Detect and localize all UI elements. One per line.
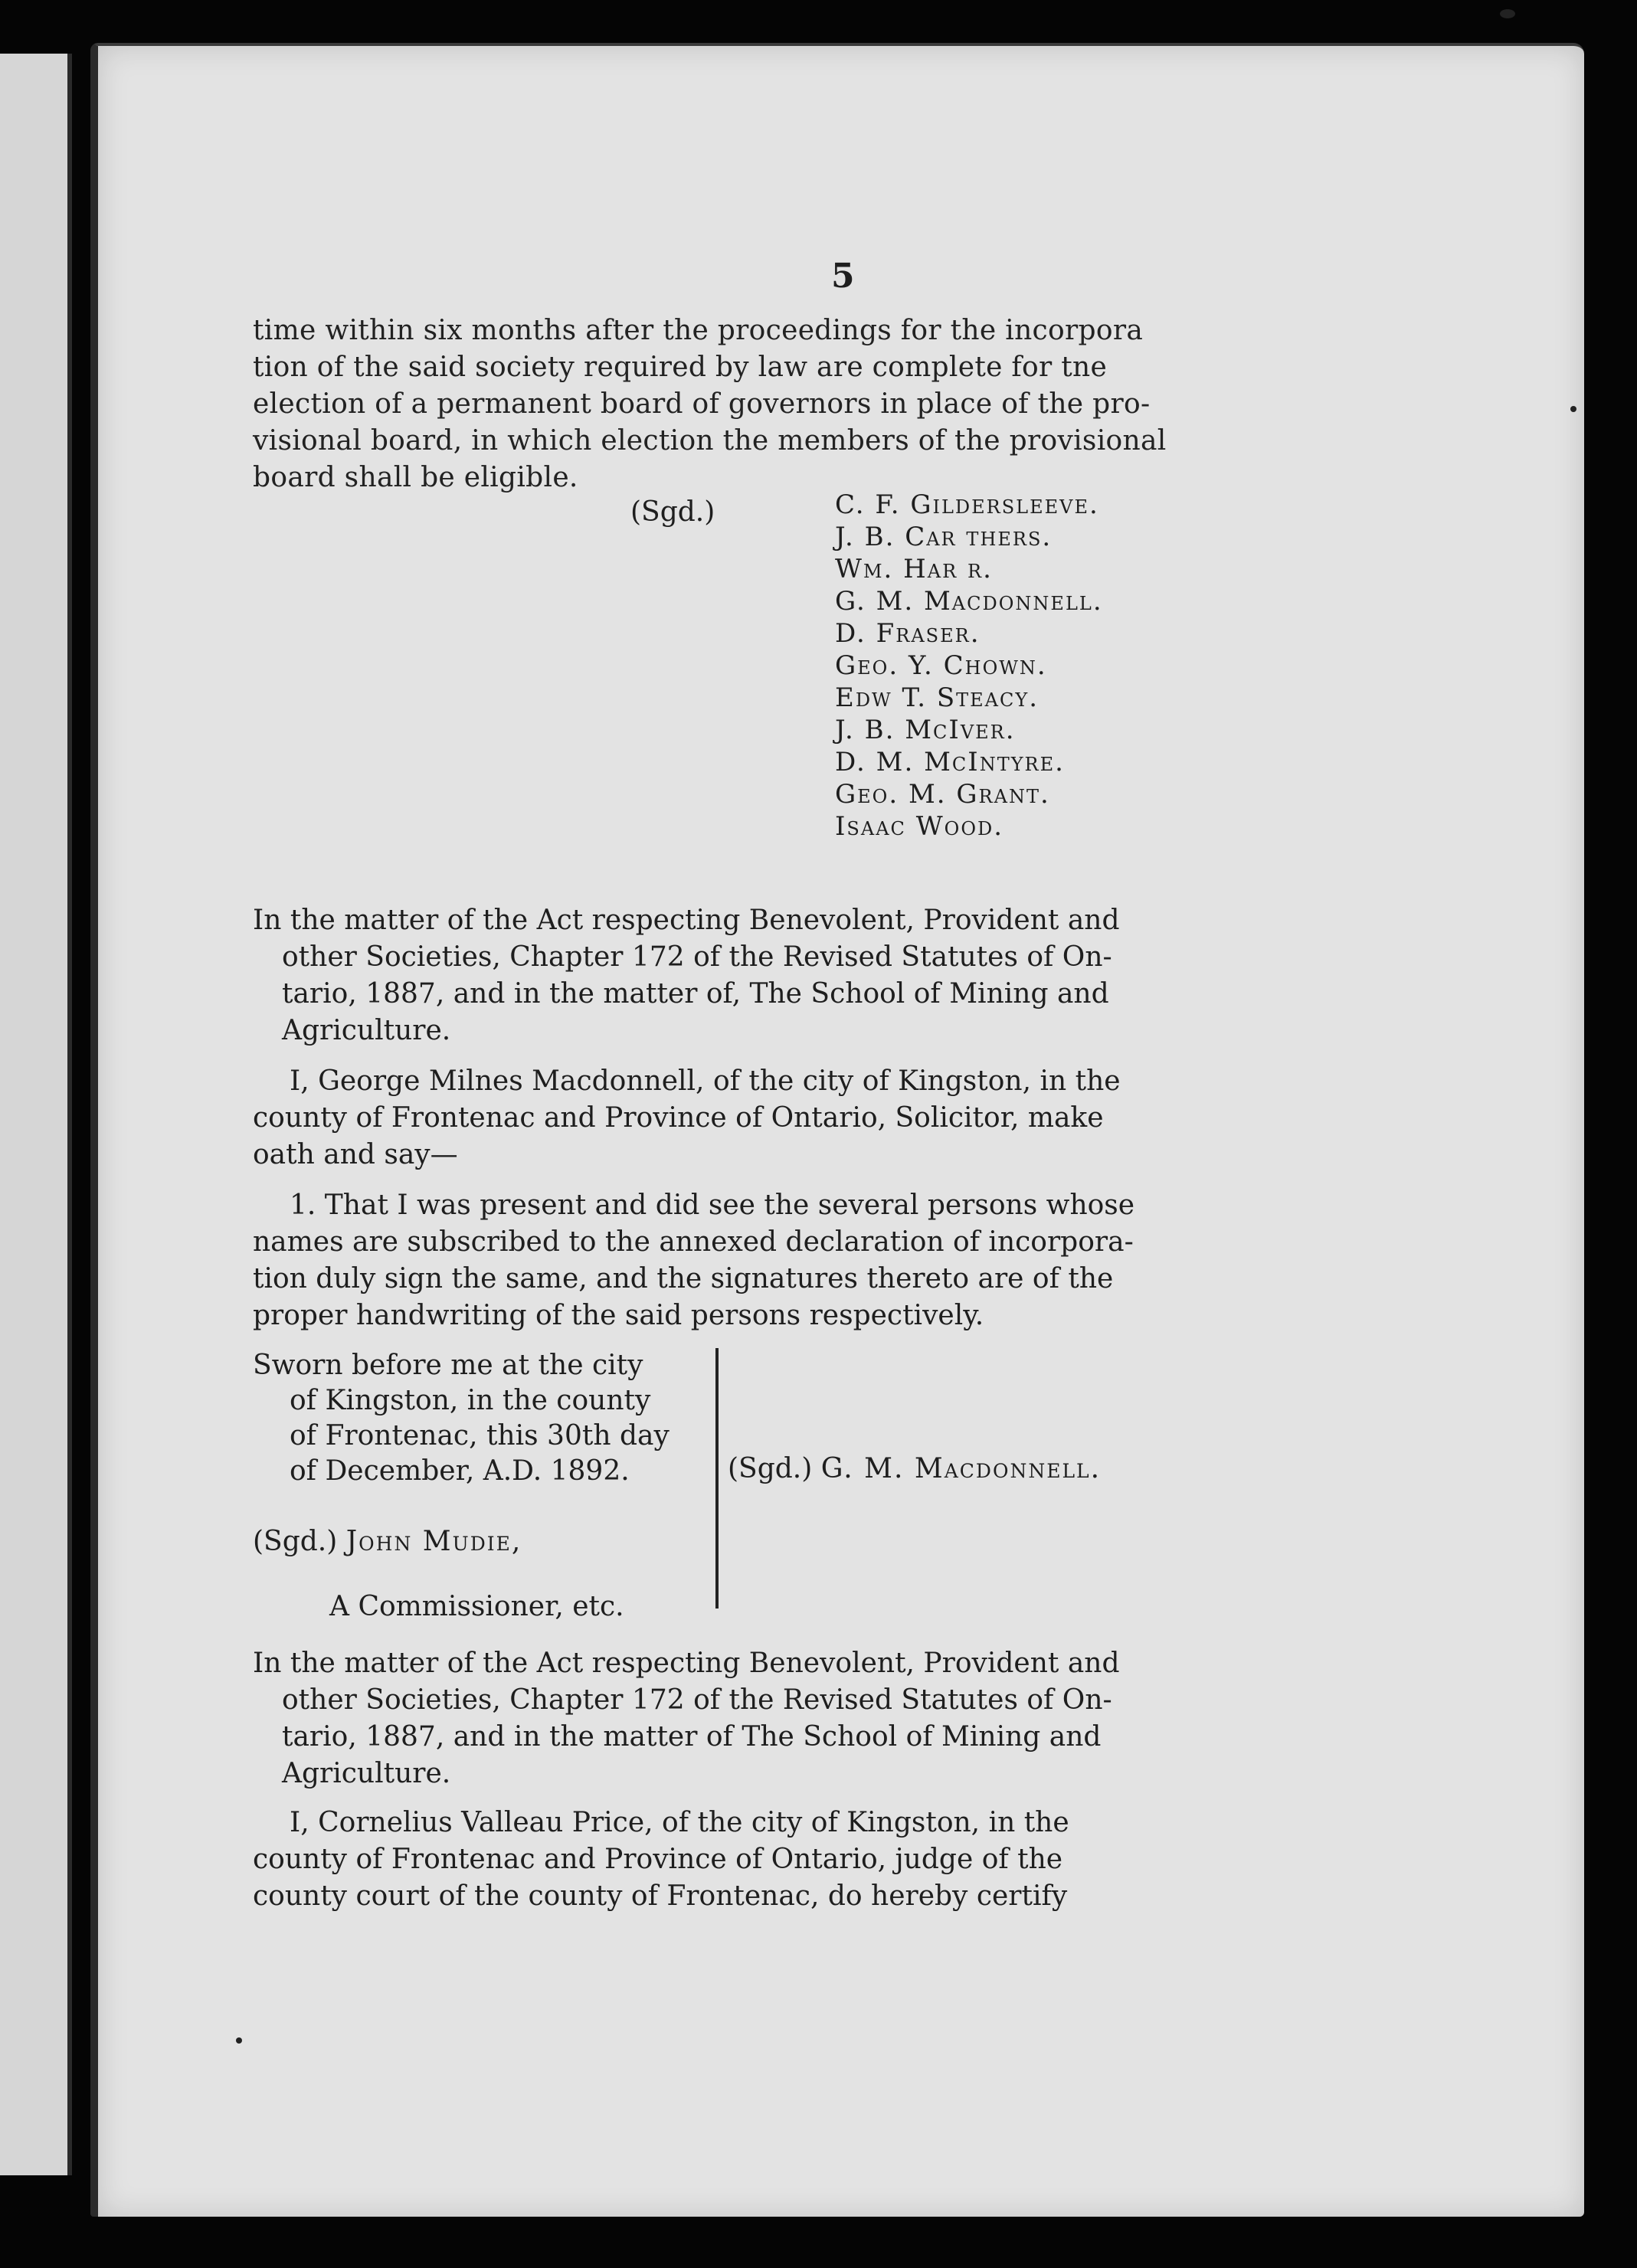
- signatory-name: G. M. Macdonnell.: [820, 1453, 1102, 1484]
- text-line: Agriculture.: [282, 1015, 451, 1046]
- commissioner-signature: [253, 1526, 522, 1557]
- facing-page-edge: [0, 54, 72, 2175]
- text-line: oath and say—: [253, 1139, 458, 1170]
- text-line: Agriculture.: [282, 1758, 451, 1789]
- certificate-paragraph: [253, 1805, 1203, 1915]
- text-line: of December, A.D. 1892.: [290, 1455, 630, 1487]
- text-line: election of a permanent board of governors in place of the pro-: [253, 388, 1151, 420]
- text-line: tion duly sign the same, and the signatures thereto are of the: [253, 1263, 1114, 1294]
- declaration-sgd-label: (Sgd.): [630, 496, 715, 528]
- matter-heading-1: [253, 902, 1203, 1049]
- text-line: In the matter of the Act respecting Benevolent, Provident and: [253, 1648, 1120, 1679]
- page-number: 5: [831, 257, 855, 296]
- text-line: I, George Milnes Macdonnell, of the city of Kingston, in the: [290, 1065, 1121, 1097]
- signatory-name: D. Fraser.: [835, 618, 981, 649]
- signatory-name: Wm. Har r.: [835, 554, 993, 584]
- text-line: other Societies, Chapter 172 of the Revised Statutes of On-: [282, 941, 1112, 973]
- signatories-list: [835, 489, 1103, 843]
- ink-speck: [1500, 9, 1515, 18]
- text-line: tion of the said society required by law are complete for tne: [253, 352, 1108, 383]
- ink-speck: [236, 2037, 242, 2044]
- text-line: time within six months after the proceedings for the incorpora: [253, 315, 1144, 346]
- text-line: tario, 1887, and in the matter of, The School of Mining and: [282, 978, 1109, 1010]
- signatory-name: D. M. McIntyre.: [835, 747, 1065, 777]
- sworn-signature: [728, 1453, 1101, 1484]
- signatory-name: Geo. Y. Chown.: [835, 650, 1047, 681]
- commissioner-title: A Commissioner, etc.: [329, 1591, 624, 1622]
- oath-item-1: [253, 1187, 1203, 1334]
- opening-paragraph: [253, 313, 1203, 496]
- text-line: of Kingston, in the county: [290, 1385, 651, 1416]
- sgd-label: (Sgd.): [253, 1526, 338, 1557]
- signatory-name: J. B. McIver.: [835, 715, 1016, 745]
- text-line: 1. That I was present and did see the several persons whose: [290, 1190, 1135, 1221]
- text-line: proper handwriting of the said persons respectively.: [253, 1300, 984, 1331]
- text-line: In the matter of the Act respecting Benevolent, Provident and: [253, 905, 1120, 936]
- text-line: county of Frontenac and Province of Ontario, judge of the: [253, 1844, 1063, 1875]
- text-line: I, Cornelius Valleau Price, of the city of Kingston, in the: [290, 1807, 1069, 1838]
- signatory-name: J. B. Car thers.: [835, 522, 1053, 552]
- ink-speck: [1570, 406, 1576, 412]
- text-line: board shall be eligible.: [253, 462, 578, 493]
- text-line: names are subscribed to the annexed declaration of incorpora-: [253, 1226, 1134, 1258]
- text-line: tario, 1887, and in the matter of The School of Mining and: [282, 1721, 1102, 1753]
- oath-intro: [253, 1063, 1203, 1173]
- signatory-name: Isaac Wood.: [835, 811, 1004, 842]
- signatory-name: C. F. Gildersleeve.: [835, 489, 1099, 520]
- text-line: visional board, in which election the members of the provisional: [253, 425, 1167, 457]
- signatory-name: Geo. M. Grant.: [835, 779, 1050, 810]
- text-line: other Societies, Chapter 172 of the Revised Statutes of On-: [282, 1684, 1112, 1716]
- sgd-label: (Sgd.): [728, 1453, 813, 1484]
- text-line: county of Frontenac and Province of Ontario, Solicitor, make: [253, 1102, 1104, 1134]
- signatory-name: Edw T. Steacy.: [835, 682, 1039, 713]
- text-line: county court of the county of Frontenac, do hereby certify: [253, 1880, 1068, 1912]
- text-line: of Frontenac, this 30th day: [290, 1420, 670, 1451]
- text-line: Sworn before me at the city: [253, 1350, 643, 1381]
- commissioner-name: John Mudie,: [345, 1526, 522, 1557]
- matter-heading-2: [253, 1645, 1203, 1792]
- brace-divider: [705, 1348, 719, 1609]
- sworn-block: [253, 1348, 712, 1489]
- signatory-name: G. M. Macdonnell.: [835, 586, 1103, 617]
